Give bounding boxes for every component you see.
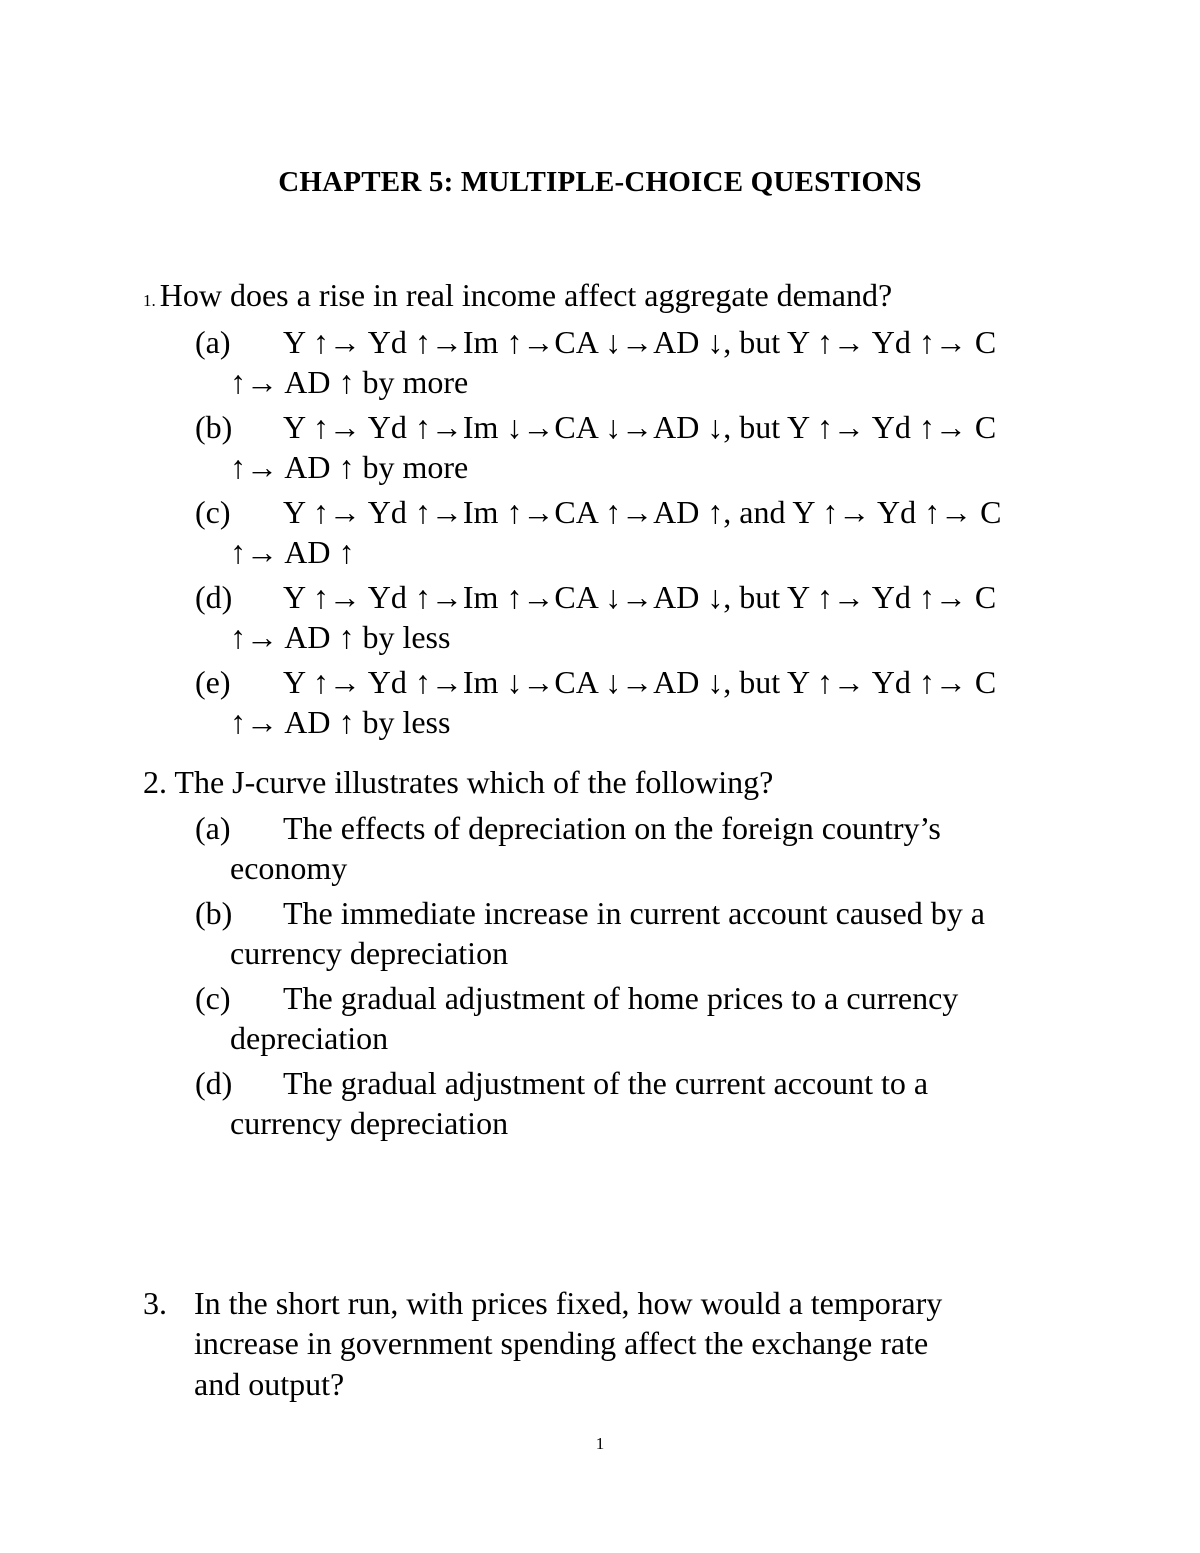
q2-option-a-label: (a) (195, 810, 231, 846)
question-1 (143, 275, 892, 321)
q1-option-d-text: Y ↑→ Yd ↑→Im ↑→CA ↓→AD ↓, but Y ↑→ Yd ↑→ C (283, 579, 997, 615)
q2-option-c-continuation: depreciation (230, 1020, 389, 1056)
q2-option-a (195, 808, 941, 848)
q2-option-c (195, 978, 958, 1018)
question-1-text: How does a rise in real income affect aggregate demand? (159, 277, 893, 313)
q1-option-e-text: Y ↑→ Yd ↑→Im ↓→CA ↓→AD ↓, but Y ↑→ Yd ↑→ C (283, 664, 997, 700)
q1-option-c-continuation: ↑→ AD ↑ (230, 534, 355, 570)
q1-option-b-continuation: ↑→ AD ↑ by more (230, 449, 469, 485)
q2-option-b-label: (b) (195, 895, 233, 931)
q1-option-b-label: (b) (195, 409, 233, 445)
chapter-heading: CHAPTER 5: MULTIPLE-CHOICE QUESTIONS (278, 166, 922, 198)
q1-option-a-continuation: ↑→ AD ↑ by more (230, 364, 469, 400)
question-3-line-1: In the short run, with prices fixed, how would a temporary (194, 1285, 943, 1321)
q2-option-c-label: (c) (195, 980, 231, 1016)
q2-option-b-text: The immediate increase in current account caused by a (283, 895, 985, 931)
q2-option-a-text: The effects of depreciation on the foreign country’s (283, 810, 941, 846)
q2-option-d-continuation: currency depreciation (230, 1105, 509, 1141)
q1-option-d (195, 577, 996, 617)
q2-option-a-continuation: economy (230, 850, 348, 886)
question-1-number: 1. (143, 291, 156, 310)
question-3-number: 3. (143, 1285, 167, 1321)
q1-option-c (195, 492, 1002, 532)
q2-option-d (195, 1063, 928, 1103)
q1-option-a (195, 322, 996, 362)
q1-option-c-text: Y ↑→ Yd ↑→Im ↑→CA ↑→AD ↑, and Y ↑→ Yd ↑→ C (283, 494, 1002, 530)
q1-option-c-label: (c) (195, 494, 231, 530)
q1-option-b (195, 407, 996, 447)
q1-option-a-label: (a) (195, 324, 231, 360)
q1-option-b-text: Y ↑→ Yd ↑→Im ↓→CA ↓→AD ↓, but Y ↑→ Yd ↑→ C (283, 409, 997, 445)
page-number: 1 (595, 1434, 605, 1453)
q1-option-a-text: Y ↑→ Yd ↑→Im ↑→CA ↓→AD ↓, but Y ↑→ Yd ↑→ C (283, 324, 997, 360)
q1-option-d-label: (d) (195, 579, 233, 615)
q1-option-e (195, 662, 996, 702)
q2-option-d-text: The gradual adjustment of the current account to a (283, 1065, 929, 1101)
q2-option-b-continuation: currency depreciation (230, 935, 509, 971)
q2-option-b (195, 893, 985, 933)
q1-option-d-continuation: ↑→ AD ↑ by less (230, 619, 451, 655)
q1-option-e-label: (e) (195, 664, 231, 700)
question-2: 2. The J-curve illustrates which of the following? (143, 764, 774, 800)
question-3-line-3: and output? (194, 1366, 345, 1402)
q2-option-c-text: The gradual adjustment of home prices to a currency (283, 980, 959, 1016)
q1-option-e-continuation: ↑→ AD ↑ by less (230, 704, 451, 740)
question-3-line-2: increase in government spending affect the exchange rate (194, 1325, 929, 1361)
q2-option-d-label: (d) (195, 1065, 233, 1101)
